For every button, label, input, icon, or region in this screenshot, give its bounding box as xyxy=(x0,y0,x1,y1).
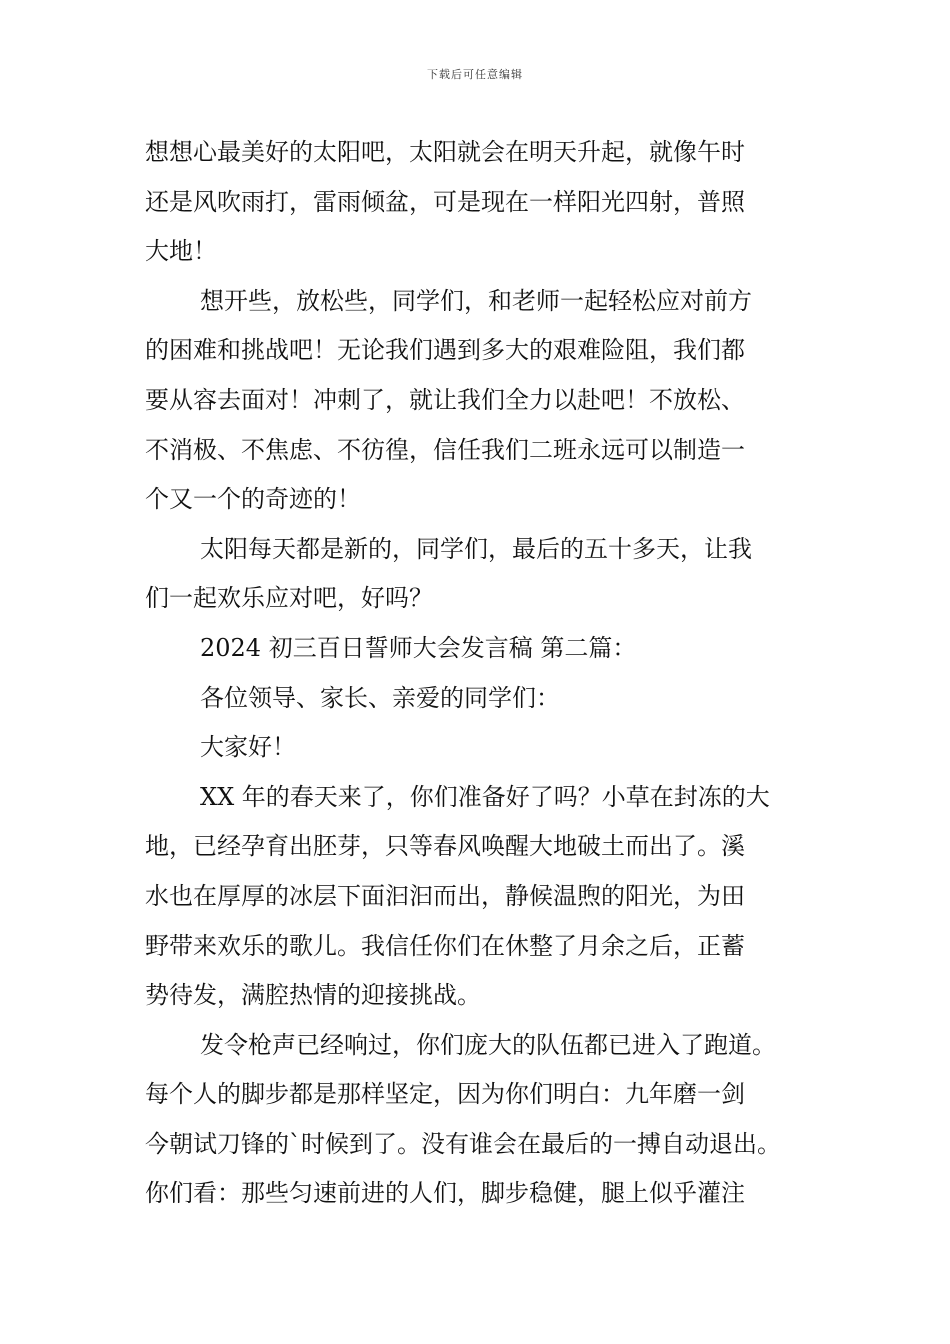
text-line: 你们看：那些匀速前进的人们，脚步稳健，腿上似乎灌注 xyxy=(145,1179,745,1208)
text-line: 不消极、不焦虑、不彷徨，信任我们二班永远可以制造一 xyxy=(145,435,745,464)
text-line: XX 年的春天来了，你们准备好了吗？小草在封冻的大 xyxy=(200,782,770,811)
text-line: 今朝试刀锋的`时候到了。没有谁会在最后的一搏自动退出。 xyxy=(145,1129,781,1158)
text-line: 想开些，放松些，同学们，和老师一起轻松应对前方 xyxy=(200,286,752,315)
text-line: 野带来欢乐的歌儿。我信任你们在休整了月余之后，正蓄 xyxy=(145,931,745,960)
text-line: 的困难和挑战吧！无论我们遇到多大的艰难险阻，我们都 xyxy=(145,336,745,365)
text-line: 想想心最美好的太阳吧，太阳就会在明天升起，就像午时 xyxy=(145,138,745,166)
text-line: 们一起欢乐应对吧，好吗？ xyxy=(145,584,433,613)
text-line: 水也在厚厚的冰层下面汩汩而出，静候温煦的阳光，为田 xyxy=(145,881,745,910)
salutation: 各位领导、家长、亲爱的同学们： xyxy=(200,683,560,712)
text-line: 势待发，满腔热情的迎接挑战。 xyxy=(145,981,481,1010)
text-line: 地，已经孕育出胚芽，只等春风唤醒大地破土而出了。溪 xyxy=(145,832,745,861)
document-body xyxy=(145,128,825,1219)
text-line: 发令枪声已经响过，你们庞大的队伍都已进入了跑道。 xyxy=(200,1030,776,1059)
text-line: 个又一个的奇迹的！ xyxy=(145,485,361,514)
text-line: 还是风吹雨打，雷雨倾盆，可是现在一样阳光四射，普照 xyxy=(145,187,745,216)
section-heading: 2024 初三百日誓师大会发言稿 第二篇： xyxy=(200,633,637,662)
text-line: 大地！ xyxy=(145,237,217,266)
text-line: 要从容去面对！冲刺了，就让我们全力以赴吧！不放松、 xyxy=(145,385,745,414)
page-header: 下载后可任意编辑 xyxy=(427,68,523,81)
greeting: 大家好！ xyxy=(200,733,296,762)
text-line: 太阳每天都是新的，同学们，最后的五十多天，让我 xyxy=(200,534,752,563)
text-line: 每个人的脚步都是那样坚定，因为你们明白：九年磨一剑 xyxy=(145,1080,745,1109)
